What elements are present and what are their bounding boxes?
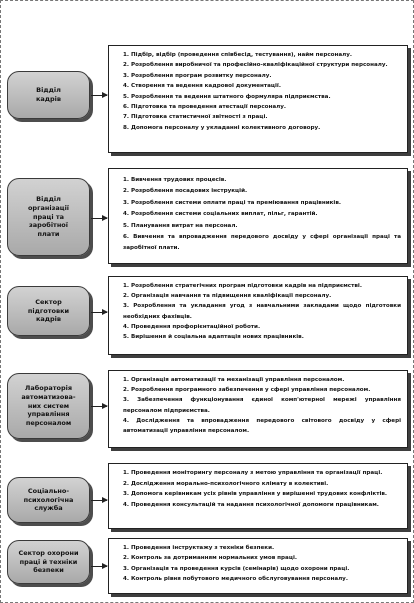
department-box xyxy=(7,71,90,119)
connector-arrow xyxy=(91,95,107,96)
department-title: Лабораторія автоматизова- них систем управління персоналом xyxy=(21,384,76,428)
department-title: Сектор підготовки кадрів xyxy=(27,297,70,324)
function-item: 1. Розроблення стратегічних програм підготовки кадрів на підприємстві. xyxy=(123,283,362,289)
function-item: 1. Проведення моніторингу персоналу з метою управління та організації праці. xyxy=(123,470,383,476)
function-item: 4. Проведення профорієнтаційної роботи. xyxy=(123,323,261,330)
department-title: Відділ кадрів xyxy=(35,86,62,103)
function-list xyxy=(108,168,408,264)
function-item: 1. Підбір, відбір (проведення співбесід, тестування), найм персоналу. xyxy=(123,52,352,58)
function-item: 3. Організація та проведення курсів (семінарів) щодо охорони праці. xyxy=(123,565,350,572)
function-list xyxy=(108,463,408,529)
function-item: 2. Розроблення посадових інструкцій. xyxy=(123,188,248,195)
connector-arrow xyxy=(91,406,107,407)
function-list xyxy=(108,538,408,594)
connector-arrow xyxy=(91,218,107,219)
department-title: Сектор охорони праці й техніки безпеки xyxy=(18,548,79,575)
function-item: 4. Проведення консультацій та надання психологічної допомоги працівникам. xyxy=(123,501,379,508)
function-item: 7. Підготовка статистичної звітності з праці. xyxy=(123,114,268,121)
department-title: Соціально- психологічна служба xyxy=(23,486,74,513)
function-item: 1. Вивчення трудових процесів. xyxy=(123,177,227,183)
function-item: 6. Підготовка та проведення атестації персоналу. xyxy=(123,104,286,111)
department-box xyxy=(7,286,90,336)
department-box xyxy=(7,373,90,439)
function-item: 5. Вирішення й соціальна адаптація нових працівників. xyxy=(123,334,304,341)
function-item: 1. Організація автоматизації та механізації управління персоналом. xyxy=(123,377,345,383)
function-list xyxy=(108,45,408,153)
connector-arrow xyxy=(91,500,107,501)
function-item: 3. Забезпечення функціонування єдиної комп'ютерної мережі управління персоналом підприємства. xyxy=(123,397,401,414)
function-item: 3. Розроблення системи оплати праці та преміювання працівників. xyxy=(123,199,341,206)
function-item: 2. Дослідження морально-психологічного клімату в колективі. xyxy=(123,480,329,487)
department-box xyxy=(7,178,90,256)
department-box xyxy=(7,540,90,584)
function-item: 2. Організація навчання та підвищення кваліфікації персоналу. xyxy=(123,293,332,300)
function-item: 4. Дослідження та впровадження передового світового досвіду у сфері автоматизації управління персоналом. xyxy=(123,417,401,435)
function-item: 2. Розроблення виробничої та професійно-кваліфікаційної структури персоналу. xyxy=(123,62,388,69)
function-item: 8. Допомога персоналу у укладанні колективного договору. xyxy=(123,124,321,131)
function-item: 2. Контроль за дотриманням нормальних умов праці. xyxy=(123,555,298,562)
function-item: 5. Планування витрат на персонал. xyxy=(123,222,238,229)
function-list xyxy=(108,276,408,355)
function-item: 5. Розроблення та ведення штатного формуляра підприємства. xyxy=(123,93,331,100)
function-item: 6. Вивчення та впровадження передового досвіду у сфері організації праці та заробітної плати. xyxy=(123,234,401,252)
function-item: 4. Розроблення системи соціальних виплат, пільг, гарантій. xyxy=(123,211,318,218)
function-item: 3. Розроблення та укладання угод з навчальними закладами щодо підготовки необхідних фахівців. xyxy=(123,303,401,320)
function-item: 1. Проведення інструктажу з техніки безпеки. xyxy=(123,545,275,551)
function-item: 3. Розроблення програм розвитку персоналу. xyxy=(123,72,272,79)
department-box xyxy=(7,477,90,523)
function-item: 3. Допомога керівникам усіх рівнів управління у вирішенні трудових конфліктів. xyxy=(123,491,388,498)
function-item: 2. Розроблення програмного забезпечення у сфері управління персоналом. xyxy=(123,387,371,394)
function-item: 4. Контроль рівня побутового медичного обслуговування персоналу. xyxy=(123,576,348,583)
function-list xyxy=(108,370,408,448)
connector-arrow xyxy=(91,566,107,567)
connector-arrow xyxy=(91,312,107,313)
department-title: Відділ організації праці та заробітної плати xyxy=(27,195,70,239)
function-item: 4. Створення та ведення кадрової документації. xyxy=(123,83,281,90)
